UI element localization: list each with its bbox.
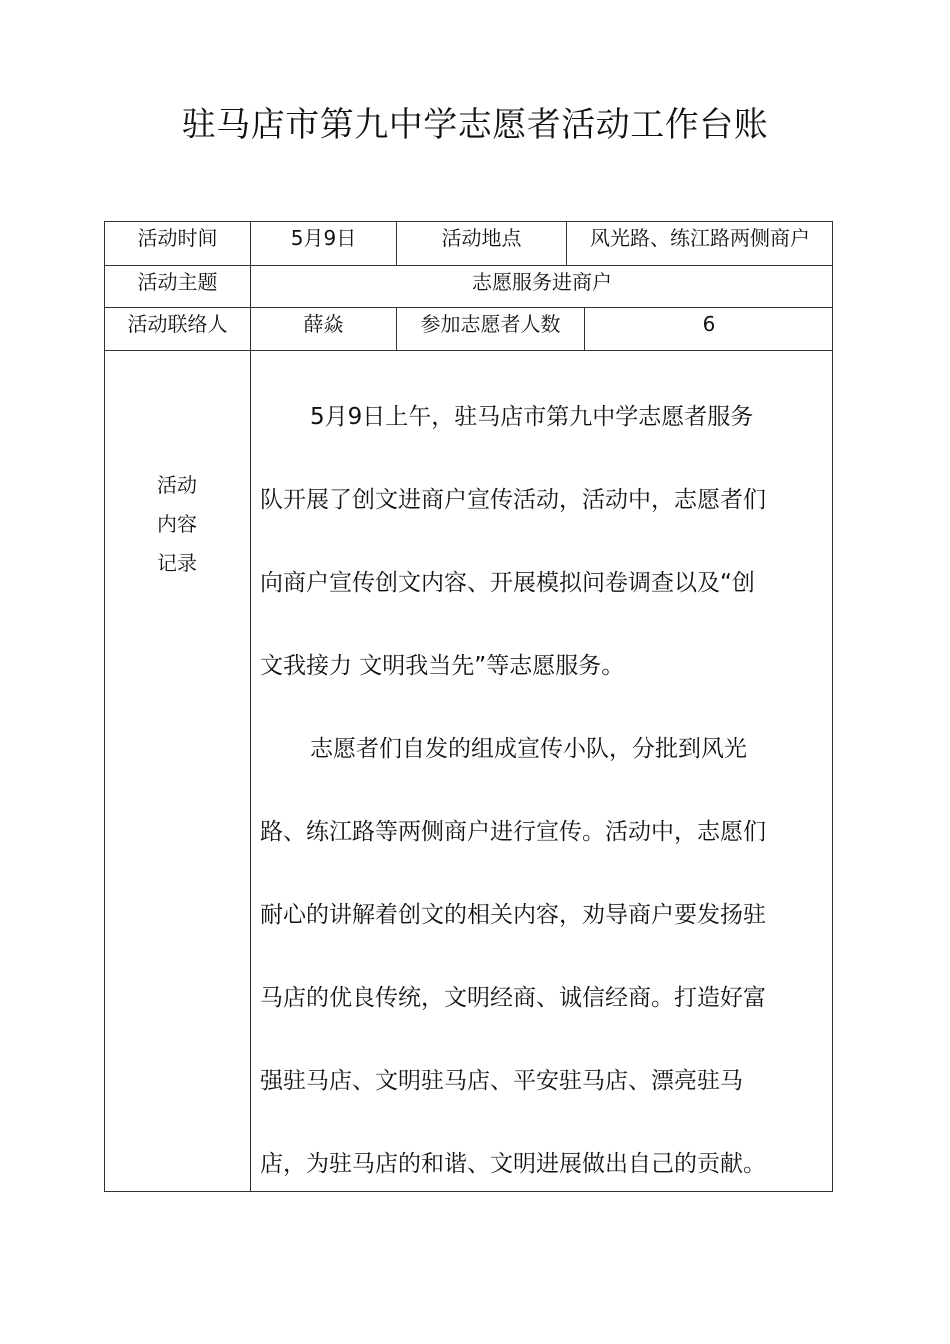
place-label: 活动地点 [441,226,522,250]
record-label [104,466,250,583]
record-line: 文我接力 文明我当先”等志愿服务。 [260,653,625,679]
cell-theme-label [104,265,250,307]
cell-time-value [250,221,396,265]
record-line: 队开展了创文进商户宣传活动，活动中，志愿者们 [260,487,766,513]
theme-label: 活动主题 [137,270,218,294]
activity-ledger-table [104,221,833,1192]
record-line: 5月9日上午，驻马店市第九中学志愿者服务 [310,404,754,430]
record-content [260,376,826,1206]
record-line: 志愿者们自发的组成宣传小队，分批到风光 [310,736,747,762]
count-value: 6 [702,312,716,336]
time-label: 活动时间 [137,226,218,250]
cell-contact-label [104,307,250,350]
contact-value: 薛焱 [303,312,344,336]
cell-count-value [584,307,833,350]
record-line: 强驻马店、文明驻马店、平安驻马店、漂亮驻马 [260,1068,743,1094]
record-label-line: 记录 [157,551,197,575]
cell-place-label [396,221,566,265]
place-value: 风光路、练江路两侧商户 [590,226,810,250]
record-line: 店，为驻马店的和谐、文明进展做出自己的贡献。 [260,1151,766,1177]
contact-label: 活动联络人 [127,312,228,336]
count-label: 参加志愿者人数 [420,312,561,336]
document-title: 驻马店市第九中学志愿者活动工作台账 [181,105,769,145]
time-value: 5月9日 [290,226,357,250]
record-label-line: 活动 [157,473,197,497]
cell-time-label [104,221,250,265]
record-label-line: 内容 [157,512,197,536]
cell-contact-value [250,307,396,350]
record-line: 马店的优良传统，文明经商、诚信经商。打造好富 [260,985,766,1011]
theme-value: 志愿服务进商户 [472,270,612,294]
cell-place-value [566,221,833,265]
cell-count-label [396,307,584,350]
record-line: 路、练江路等两侧商户进行宣传。活动中，志愿们 [260,819,766,845]
cell-theme-value [250,265,833,307]
record-line: 耐心的讲解着创文的相关内容，劝导商户要发扬驻 [260,902,766,928]
record-line: 向商户宣传创文内容、开展模拟问卷调查以及“创 [260,570,755,596]
